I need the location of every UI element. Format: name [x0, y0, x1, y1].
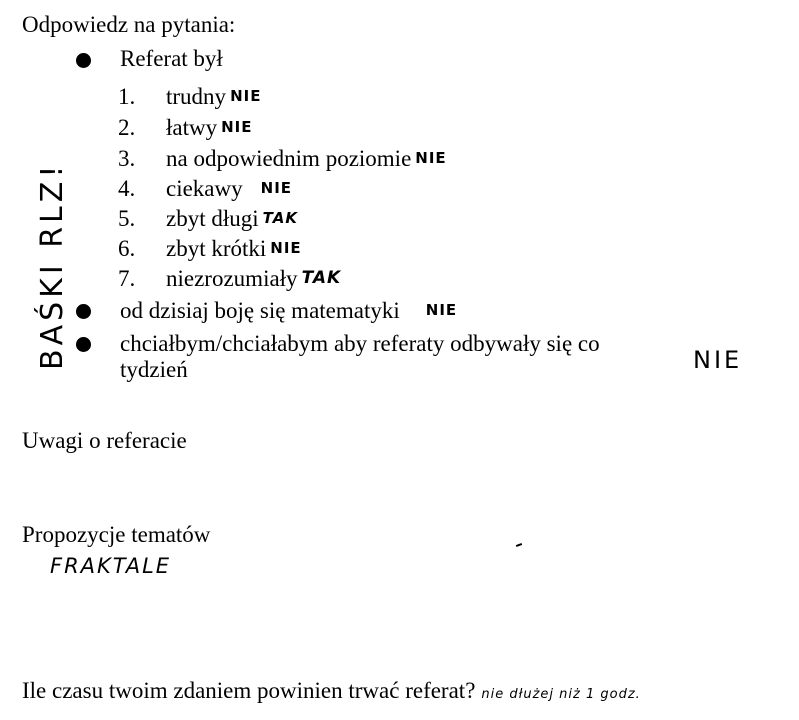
item-number: 3.	[118, 146, 136, 171]
item-number: 1.	[118, 84, 136, 109]
bullet-item-fear	[120, 298, 457, 326]
form-title: Odpowiedz na pytania:	[22, 12, 236, 37]
item-number: 2.	[118, 115, 136, 140]
list-item	[118, 146, 447, 174]
item-text: trudny	[166, 84, 227, 109]
handwritten-answer: TAK	[262, 209, 298, 227]
item-number: 5.	[118, 206, 136, 231]
item-text: łatwy	[166, 115, 218, 140]
item-text: zbyt długi	[166, 206, 259, 231]
handwritten-answer: NIE	[230, 87, 262, 105]
item-text-line-2: tydzień	[120, 357, 188, 382]
item-text: niezrozumiały	[166, 266, 298, 291]
duration-label: Ile czasu twoim zdaniem powinien trwać referat?	[22, 678, 476, 703]
list-item	[118, 236, 302, 264]
handwritten-answer: NIE	[425, 301, 458, 319]
handwritten-side-note: BAŚKI RLZ!	[35, 161, 70, 370]
list-item	[118, 84, 261, 112]
bullet-marker	[76, 304, 91, 319]
item-number: 7.	[118, 266, 136, 291]
item-number: 6.	[118, 236, 136, 261]
list-item	[118, 266, 341, 294]
handwritten-answer: TAK	[301, 268, 342, 288]
duration-question	[22, 678, 641, 708]
handwritten-answer: NIE	[415, 149, 447, 167]
topics-label: Propozycje tematów	[22, 522, 211, 547]
item-text: ciekawy	[166, 176, 243, 201]
handwritten-answer: NIE	[221, 118, 253, 136]
handwritten-answer: NIE	[260, 179, 293, 197]
item-text: na odpowiednim poziomie	[166, 146, 412, 171]
stray-pen-mark	[516, 543, 522, 547]
handwritten-answer: NIE	[693, 346, 743, 374]
item-text-line-1: chciałbym/chciałabym aby referaty odbywały się co	[120, 331, 600, 356]
bullet-item-weekly	[120, 331, 600, 383]
remarks-label: Uwagi o referacie	[22, 428, 187, 453]
item-number: 4.	[118, 176, 136, 201]
list-item	[118, 115, 253, 143]
handwritten-answer: NIE	[270, 239, 302, 257]
bullet-marker	[76, 53, 91, 68]
list-item	[118, 176, 292, 204]
handwritten-duration: nie dłużej niż 1 godz.	[481, 687, 641, 702]
list-item	[118, 206, 298, 234]
item-text: zbyt krótki	[166, 236, 267, 261]
bullet-label-referat: Referat był	[120, 46, 223, 71]
item-text: od dzisiaj boję się matematyki	[120, 298, 400, 323]
handwritten-topic: FRAKTALE	[50, 554, 172, 578]
bullet-marker	[76, 337, 91, 352]
